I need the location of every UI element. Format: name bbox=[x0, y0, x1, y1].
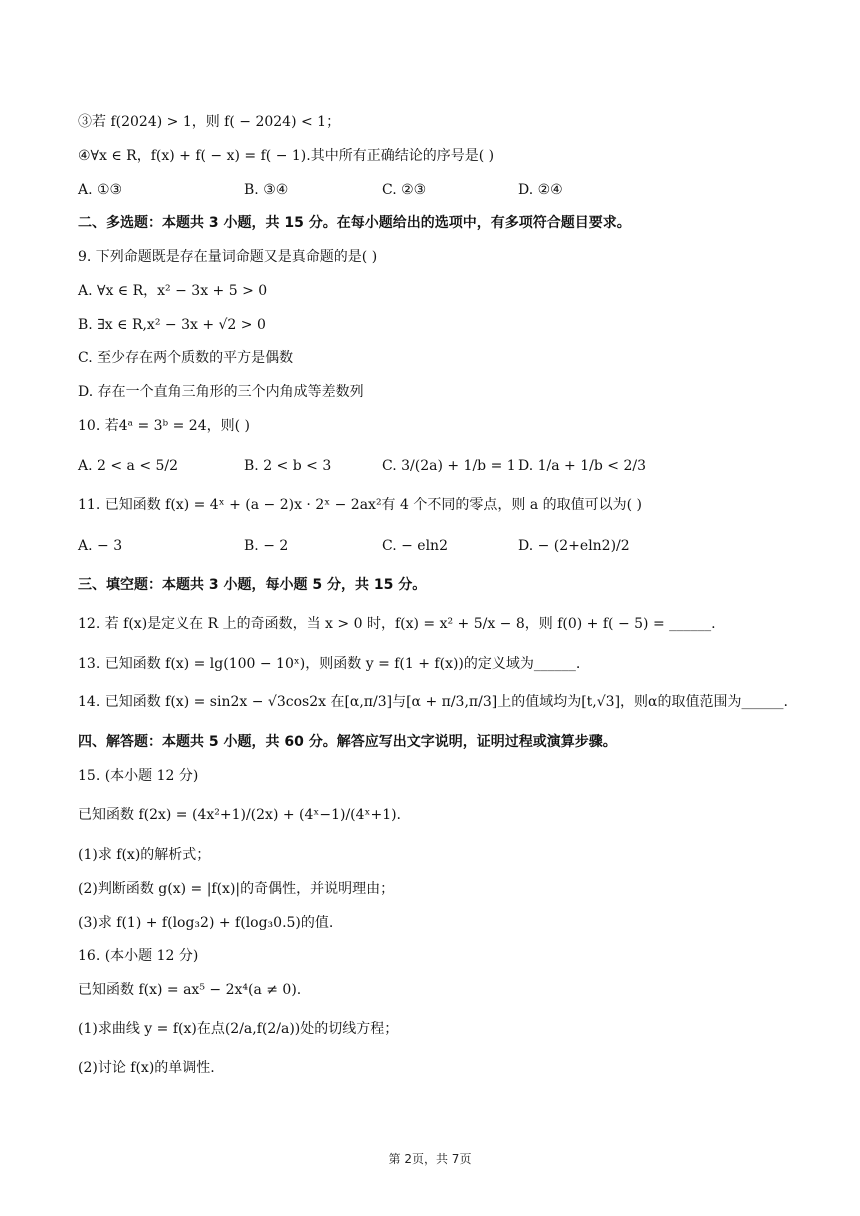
q10-option-a: A. 2 < a < 5/2 bbox=[78, 458, 179, 474]
q14-stem: 14. 已知函数 f(x) = sin2x − √3cos2x 在[α,π/3]与[α + π/3,π/3]上的值域均为[t,√3]，则α的取值范围为______. bbox=[78, 694, 788, 710]
q15-part-3: (3)求 f(1) + f(log₃2) + f(log₃0.5)的值. bbox=[78, 915, 334, 931]
section-3-heading: 三、填空题：本题共 3 小题，每小题 5 分，共 15 分。 bbox=[78, 577, 427, 593]
section-4-heading: 四、解答题：本题共 5 小题，共 60 分。解答应写出文字说明，证明过程或演算步骤。 bbox=[78, 734, 617, 750]
q16-part-1: (1)求曲线 y = f(x)在点(2/a,f(2/a))处的切线方程； bbox=[78, 1021, 399, 1037]
q8-statement-3: ③若 f(2024) > 1，则 f( − 2024) < 1； bbox=[78, 114, 341, 130]
page-footer: 第 2页，共 7页 bbox=[388, 1152, 472, 1166]
q15-part-1: (1)求 f(x)的解析式； bbox=[78, 847, 211, 863]
q16-stem: 已知函数 f(x) = ax⁵ − 2x⁴(a ≠ 0). bbox=[78, 982, 302, 998]
q16-part-2: (2)讨论 f(x)的单调性. bbox=[78, 1060, 215, 1076]
q11-option-c: C. − eln2 bbox=[382, 538, 448, 554]
q8-option-a: A. ①③ bbox=[78, 182, 123, 198]
q13-stem: 13. 已知函数 f(x) = lg(100 − 10ˣ)，则函数 y = f(1 + f(x))的定义域为______. bbox=[78, 656, 581, 672]
q8-option-d: D. ②④ bbox=[518, 182, 563, 198]
q9-option-a: A. ∀x ∈ R，x² − 3x + 5 > 0 bbox=[78, 283, 268, 299]
q8-option-b: B. ③④ bbox=[244, 182, 289, 198]
q11-option-b: B. − 2 bbox=[244, 538, 289, 554]
q9-option-b: B. ∃x ∈ R,x² − 3x + √2 > 0 bbox=[78, 317, 266, 333]
q12-stem: 12. 若 f(x)是定义在 R 上的奇函数，当 x > 0 时，f(x) = x² + 5/x − 8，则 f(0) + f( − 5) = ______. bbox=[78, 616, 716, 632]
q10-option-d: D. 1/a + 1/b < 2/3 bbox=[518, 458, 646, 474]
q10-option-c: C. 3/(2a) + 1/b = 1 bbox=[382, 458, 516, 474]
q11-option-d: D. − (2+eln2)/2 bbox=[518, 538, 630, 554]
q9-option-c: C. 至少存在两个质数的平方是偶数 bbox=[78, 350, 294, 366]
section-2-heading: 二、多选题：本题共 3 小题，共 15 分。在每小题给出的选项中，有多项符合题目要求。 bbox=[78, 215, 631, 231]
q9-option-d: D. 存在一个直角三角形的三个内角成等差数列 bbox=[78, 384, 364, 400]
q10-stem: 10. 若4ᵃ = 3ᵇ = 24，则( ) bbox=[78, 418, 250, 434]
q16-header: 16. (本小题 12 分) bbox=[78, 948, 199, 964]
q11-option-a: A. − 3 bbox=[78, 538, 123, 554]
q11-stem: 11. 已知函数 f(x) = 4ˣ + (a − 2)x · 2ˣ − 2ax²有 4 个不同的零点，则 a 的取值可以为( ) bbox=[78, 497, 642, 513]
q8-option-c: C. ②③ bbox=[382, 182, 427, 198]
q15-header: 15. (本小题 12 分) bbox=[78, 768, 199, 784]
q15-part-2: (2)判断函数 g(x) = |f(x)|的奇偶性，并说明理由； bbox=[78, 881, 395, 897]
q8-statement-4: ④∀x ∈ R，f(x) + f( − x) = f( − 1).其中所有正确结论的序号是( ) bbox=[78, 148, 495, 164]
q15-stem: 已知函数 f(2x) = (4x²+1)/(2x) + (4ˣ−1)/(4ˣ+1). bbox=[78, 807, 402, 823]
q10-option-b: B. 2 < b < 3 bbox=[244, 458, 332, 474]
q9-stem: 9. 下列命题既是存在量词命题又是真命题的是( ) bbox=[78, 249, 378, 265]
